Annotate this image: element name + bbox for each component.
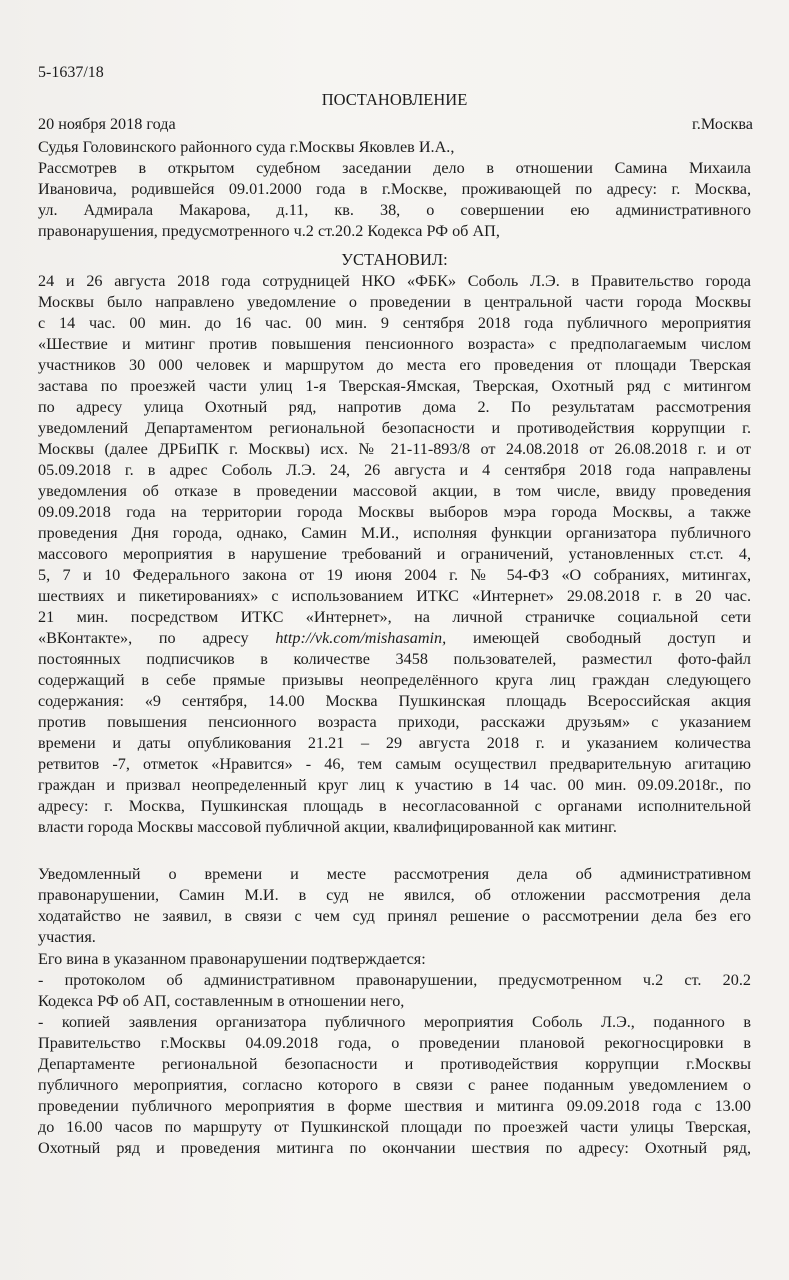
judge-line: Судья Головинского районного суда г.Москвы Яковлев И.А., — [38, 138, 455, 156]
evidence-line: Охотный ряд и проведения митинга по окончании шествия по адресу: Охотный ряд, — [38, 1139, 751, 1157]
body-line: шествиях и пикетированиях» с использованием ИТКС «Интернет» 29.08.2018 г. в 20 час. — [38, 587, 751, 605]
evidence-line: Его вина в указанном правонарушении подтверждается: — [38, 950, 426, 968]
evidence-line: публичного мероприятия, согласно которого в связи с ранее поданным уведомлением о — [38, 1076, 751, 1094]
notice-line: ходатайство не заявил, в связи с чем суд принял решение о рассмотрении дела без его — [38, 907, 751, 925]
case-number: 5-1637/18 — [38, 64, 104, 81]
vk-line-start: «ВКонтакте», по адресу — [38, 629, 249, 647]
body-line: 24 и 26 августа 2018 года сотрудницей НКО «ФБК» Соболь Л.Э. в Правительство города — [38, 272, 751, 290]
evidence-line: Департаменте региональной безопасности и противодействия коррупции г.Москвы — [38, 1055, 751, 1073]
body-line: 21 мин. посредством ИТКС «Интернет», на личной страничке социальной сети — [38, 608, 751, 626]
body-line: содержания: «9 сентября, 14.00 Москва Пушкинская площадь Всероссийская акция — [38, 692, 751, 710]
notice-line: участия. — [38, 928, 96, 946]
body-line: адресу: г. Москва, Пушкинская площадь в несогласованной с органами исполнительной — [38, 797, 751, 815]
intro-line: Рассмотрев в открытом судебном заседании дело в отношении Самина Михаила — [38, 159, 751, 177]
body-line: против повышения пенсионного возраста приходи, расскажи друзьям» с указанием — [38, 713, 751, 731]
body-line: 09.09.2018 года на территории города Москвы выборов мэра города Москвы, а также — [38, 503, 751, 521]
evidence-line: проведении публичного мероприятия в форме шествия и митинга 09.09.2018 года с 13.00 — [38, 1097, 751, 1115]
body-line: граждан и призвал неопределенный круг лиц к участию в 14 час. 00 мин. 09.09.2018г., по — [38, 776, 751, 794]
evidence-line: - копией заявления организатора публичного мероприятия Соболь Л.Э., поданного в — [38, 1013, 751, 1031]
document-title: ПОСТАНОВЛЕНИЕ — [321, 90, 468, 109]
body-line: «Шествие и митинг против повышения пенсионного возраста» с предполагаемым числом — [38, 335, 751, 353]
body-line: массового мероприятия в нарушение требований и ограничений, установленных ст.ст. 4, — [38, 545, 751, 563]
body-line: участников 30 000 человек и маршрутом до места его проведения от площади Тверская — [38, 356, 751, 374]
body-line: застава по проезжей части улиц 1-я Тверская-Ямская, Тверская, Охотный ряд с митингом — [38, 377, 751, 395]
body-line: с 14 час. 00 мин. до 16 час. 00 мин. 9 сентября 2018 года публичного мероприятия — [38, 314, 751, 332]
section-title: УСТАНОВИЛ: — [341, 250, 448, 269]
vk-line — [38, 628, 751, 648]
body-line: времени и даты опубликования 21.21 – 29 августа 2018 г. и указанием количества — [38, 734, 751, 752]
body-line: Москвы было направлено уведомление о проведении в центральной части города Москвы — [38, 293, 751, 311]
evidence-line: Правительство г.Москвы 04.09.2018 года, о проведении плановой рекогносцировки в — [38, 1034, 751, 1052]
body-line: по адресу улица Охотный ряд, напротив дома 2. По результатам рассмотрения — [38, 398, 751, 416]
body-line: постоянных подписчиков в количестве 3458 пользователей, разместил фото-файл — [38, 650, 751, 668]
notice-line: Уведомленный о времени и месте рассмотрения дела об административном — [38, 865, 751, 883]
evidence-line: Кодекса РФ об АП, составленным в отношении него, — [38, 992, 405, 1010]
body-line: ретвитов -7, отметок «Нравится» - 46, тем самым осуществил предварительную агитацию — [38, 755, 751, 773]
body-line: власти города Москвы массовой публичной акции, квалифицированной как митинг. — [38, 818, 617, 836]
notice-line: правонарушении, Самин М.И. в суд не явился, об отложении рассмотрения дела — [38, 886, 751, 904]
body-line: 05.09.2018 г. в адрес Соболь Л.Э. 24, 26 августа и 4 сентября 2018 года направлены — [38, 461, 751, 479]
body-line: 5, 7 и 10 Федерального закона от 19 июня 2004 г. № 54-ФЗ «О собраниях, митингах, — [38, 566, 751, 584]
vk-line-end: имеющей свободный доступ и — [472, 629, 751, 647]
body-line: проведения Дня города, однако, Самин М.И., исполняя функции организатора публичного — [38, 524, 751, 542]
vk-link[interactable]: http://vk.com/mishasamin, — [275, 629, 447, 647]
body-line: содержащий в себе прямые призывы неопределённого круга лиц граждан следующего — [38, 671, 751, 689]
body-line: уведомлений Департаментом региональной безопасности и противодействия коррупции г. — [38, 419, 751, 437]
intro-line: Ивановича, родившейся 09.01.2000 года в г.Москве, проживающей по адресу: г. Москва, — [38, 180, 751, 198]
document-city: г.Москва — [691, 115, 753, 133]
document-date: 20 ноября 2018 года — [38, 115, 176, 133]
evidence-line: - протоколом об административном правонарушении, предусмотренном ч.2 ст. 20.2 — [38, 971, 751, 989]
intro-line: правонарушения, предусмотренного ч.2 ст.20.2 Кодекса РФ об АП, — [38, 222, 500, 240]
body-line: Москвы (далее ДРБиПК г. Москвы) исх. № 21-11-893/8 от 24.08.2018 от 26.08.2018 г. и от — [38, 440, 751, 458]
body-line: уведомления об отказе в проведении массовой акции, в том числе, ввиду проведения — [38, 482, 751, 500]
evidence-line: до 16.00 часов по маршруту от Пушкинской площади по проезжей части улицы Тверская, — [38, 1118, 751, 1136]
intro-line: ул. Адмирала Макарова, д.11, кв. 38, о совершении ею административного — [38, 201, 751, 219]
